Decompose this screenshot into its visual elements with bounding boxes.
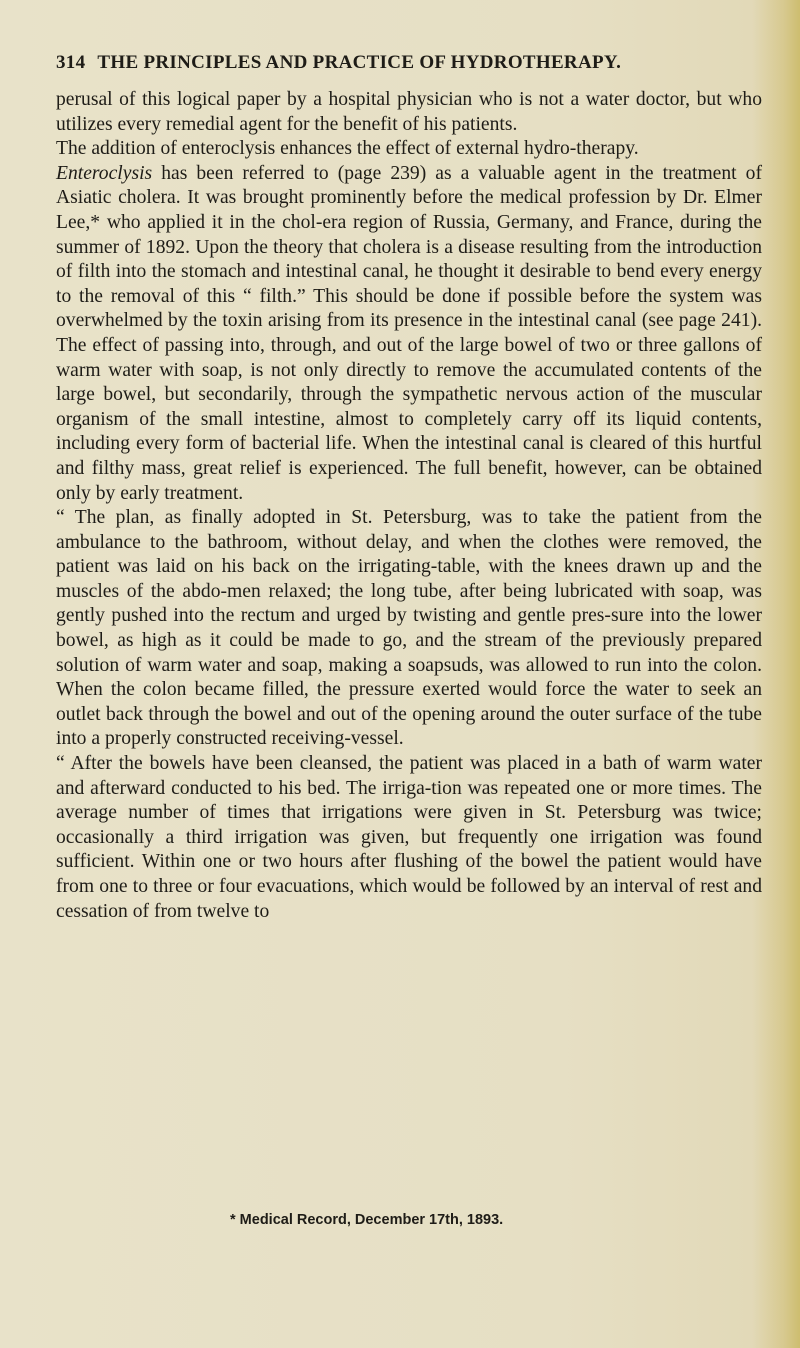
running-title: THE PRINCIPLES AND PRACTICE OF HYDROTHERAPY.: [97, 52, 622, 73]
body-text: [56, 88, 762, 924]
enteroclysis-term: Enteroclysis: [56, 162, 153, 184]
paragraph-1: perusal of this logical paper by a hospital physician who is not a water doctor, but who utilizes every remedial agent for the benefit of his patients.: [56, 89, 762, 135]
paragraph-3-text: has been referred to (page 239) as a valuable agent in the treatment of Asiatic cholera. It was brought prominently before the medical profession by Dr. Elmer Lee,* who applied it in the chol-era region of Russia, Germany, and France, during the summer of 1892. Upon the theory that cholera is a disease resulting from the introduction of filth into the stomach and intestinal canal, he thought it desirable to bend every energy to the removal of this “ filth.” This should be done if possible before the system was overwhelmed by the toxin arising from its presence in the intestinal canal (see page 241). The effect of passing into, through, and out of the large bowel of two or three gallons of warm water with soap, is not only directly to remove the accumulated contents of the large bowel, but secondarily, through the sympathetic nervous action of the muscular organism of the small intestine, almost to completely carry off its liquid contents, including every form of bacterial life. When the intestinal canal is cleared of this hurtful and filthy mass, great relief is experienced. The full benefit, however, can be obtained only by early treatment.: [56, 162, 762, 504]
footnote: * Medical Record, December 17th, 1893.: [230, 1212, 504, 1228]
paragraph-5-quote: “ After the bowels have been cleansed, the patient was placed in a bath of warm water and afterward conducted to his bed. The irriga-tion was repeated one or more times. The average number of times that irrigations were given in St. Petersburg was twice; occasionally a third irrigation was given, but frequently one irrigation was found sufficient. Within one or two hours after flushing of the bowel the patient would have from one to three or four evacuations, which would be followed by an interval of rest and cessation of from twelve to: [56, 753, 762, 922]
paragraph-4-quote: “ The plan, as finally adopted in St. Petersburg, was to take the patient from the ambulance to the bathroom, without delay, and when the clothes were removed, the patient was laid on his back on the irrigating-table, with the knees drawn up and the muscles of the abdo-men relaxed; the long tube, after being lubricated with soap, was gently pushed into the rectum and urged by twisting and gentle pres-sure into the lower bowel, as high as it could be made to go, and the stream of the previously prepared solution of warm water and soap, making a soapsuds, was allowed to run into the colon. When the colon became filled, the pressure exerted would force the water to seek an outlet back through the bowel and out of the opening around the outer surface of the tube into a properly constructed receiving-vessel.: [56, 507, 762, 750]
page-number: 314: [56, 52, 86, 73]
paragraph-3: [56, 162, 762, 506]
running-header: [56, 52, 756, 74]
paragraph-2: The addition of enteroclysis enhances the effect of external hydro-therapy.: [56, 138, 639, 160]
